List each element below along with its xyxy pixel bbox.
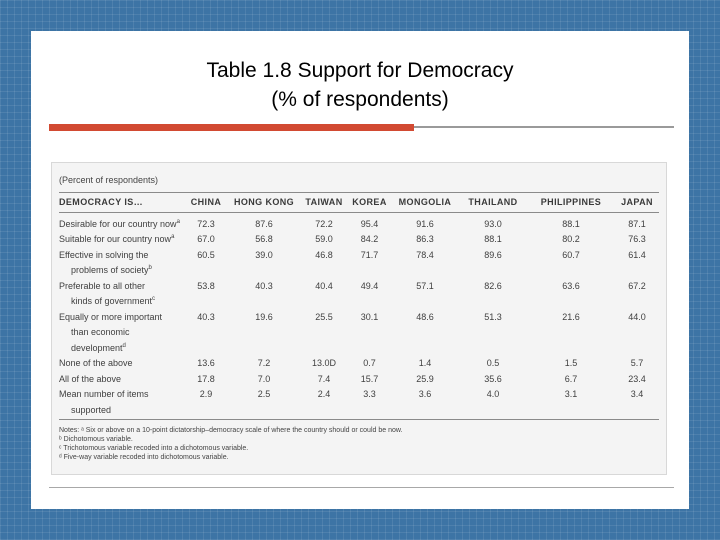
value-cell: 15.7 xyxy=(360,373,379,384)
column-header-label: DEMOCRACY IS… xyxy=(59,197,144,207)
value-cell: 40.3 xyxy=(255,280,273,291)
table-image xyxy=(51,162,667,475)
value-cell: 4.0 xyxy=(486,389,500,400)
value-cell: 19.6 xyxy=(255,311,273,322)
value-cell: 7.2 xyxy=(257,358,271,369)
value-cell: 67.0 xyxy=(197,234,215,245)
row-label xyxy=(59,294,184,310)
row-label-text: Mean number of items xyxy=(59,389,149,400)
value-cell: 0.7 xyxy=(363,358,376,369)
table-notes xyxy=(59,426,659,462)
value-cell: 46.8 xyxy=(315,249,333,260)
value-cell xyxy=(459,340,527,356)
value-cell: 80.2 xyxy=(562,234,580,245)
value-cell xyxy=(228,294,300,310)
footer-rule xyxy=(49,487,674,488)
value-cell: 44.0 xyxy=(628,311,646,322)
value-cell: 6.7 xyxy=(564,373,578,384)
value-cell xyxy=(300,294,348,310)
table-row xyxy=(59,356,659,372)
value-cell: 89.6 xyxy=(484,249,502,260)
column-header-country: KOREA xyxy=(352,197,387,207)
table-row xyxy=(59,371,659,387)
value-cell: 2.5 xyxy=(257,389,271,400)
value-cell xyxy=(184,340,228,356)
value-cell xyxy=(527,340,615,356)
value-cell: 49.4 xyxy=(360,280,379,291)
value-cell: 25.9 xyxy=(416,373,434,384)
value-cell xyxy=(300,402,348,418)
value-cell: 39.0 xyxy=(255,249,273,260)
column-header-country: TAIWAN xyxy=(305,197,343,207)
value-cell xyxy=(228,325,300,341)
row-label-text: than economic xyxy=(71,327,130,338)
value-cell: 93.0 xyxy=(484,218,502,229)
table-row xyxy=(59,212,659,232)
value-cell: 57.1 xyxy=(416,280,434,291)
table-row xyxy=(59,387,659,403)
value-cell: 21.6 xyxy=(562,311,580,322)
value-cell: 0.5 xyxy=(486,358,500,369)
footnote-marker: a xyxy=(176,218,180,225)
table-row xyxy=(59,232,659,248)
value-cell: 7.0 xyxy=(257,373,271,384)
column-header-country: THAILAND xyxy=(468,197,518,207)
value-cell xyxy=(184,325,228,341)
value-cell: 13.0D xyxy=(311,358,337,369)
value-cell xyxy=(615,294,659,310)
value-cell xyxy=(527,294,615,310)
row-label xyxy=(59,212,184,232)
value-cell xyxy=(459,294,527,310)
value-cell xyxy=(184,263,228,279)
column-header-country: JAPAN xyxy=(621,197,653,207)
column-header-country: MONGOLIA xyxy=(398,197,452,207)
value-cell: 87.1 xyxy=(628,218,646,229)
title-line-1: Table 1.8 Support for Democracy xyxy=(206,59,514,82)
value-cell xyxy=(228,340,300,356)
value-cell: 72.2 xyxy=(315,218,333,229)
value-cell: 30.1 xyxy=(360,311,379,322)
value-cell xyxy=(615,325,659,341)
value-cell: 86.3 xyxy=(416,234,434,245)
note-line: Notes: ᵃ Six or above on a 10-point dictatorship–democracy scale of where the country should or could be now. xyxy=(59,427,403,434)
value-cell: 2.4 xyxy=(317,389,331,400)
value-cell: 82.6 xyxy=(484,280,502,291)
row-label-text: supported xyxy=(71,404,112,415)
table-body xyxy=(59,212,659,418)
value-cell: 59.0 xyxy=(315,234,333,245)
value-cell xyxy=(459,402,527,418)
value-cell: 60.5 xyxy=(197,249,215,260)
value-cell xyxy=(228,263,300,279)
row-label-text: problems of society xyxy=(71,265,149,276)
value-cell: 88.1 xyxy=(484,234,502,245)
row-label-text: None of the above xyxy=(59,358,133,369)
value-cell: 17.8 xyxy=(197,373,215,384)
value-cell: 53.8 xyxy=(197,280,215,291)
row-label xyxy=(59,356,184,372)
value-cell xyxy=(459,325,527,341)
value-cell xyxy=(300,325,348,341)
slide-title xyxy=(31,56,689,114)
value-cell: 56.8 xyxy=(255,234,273,245)
table-header-row xyxy=(59,192,659,212)
table-row xyxy=(59,294,659,310)
note-line: ᶜ Trichotomous variable recoded into a dichotomous variable. xyxy=(59,445,249,452)
row-label xyxy=(59,371,184,387)
value-cell: 48.6 xyxy=(416,311,434,322)
column-header-country: CHINA xyxy=(190,197,222,207)
row-label xyxy=(59,402,184,418)
value-cell xyxy=(348,294,391,310)
value-cell: 51.3 xyxy=(484,311,502,322)
value-cell: 1.4 xyxy=(418,358,432,369)
value-cell xyxy=(228,402,300,418)
value-cell xyxy=(184,402,228,418)
value-cell xyxy=(348,263,391,279)
table-row xyxy=(59,402,659,418)
row-label xyxy=(59,263,184,279)
footnote-marker: c xyxy=(152,296,156,303)
row-label xyxy=(59,278,184,294)
table-row xyxy=(59,309,659,325)
table-row xyxy=(59,263,659,279)
value-cell xyxy=(527,402,615,418)
slide xyxy=(31,31,689,509)
value-cell: 91.6 xyxy=(416,218,434,229)
value-cell xyxy=(184,294,228,310)
row-label-text: kinds of government xyxy=(71,296,153,307)
value-cell: 63.6 xyxy=(562,280,580,291)
value-cell: 3.6 xyxy=(418,389,432,400)
value-cell xyxy=(391,263,459,279)
footnote-marker: b xyxy=(148,265,152,272)
row-label-text: All of the above xyxy=(59,373,122,384)
footnote-marker: a xyxy=(171,234,175,241)
row-label xyxy=(59,309,184,325)
value-cell xyxy=(391,294,459,310)
value-cell xyxy=(348,402,391,418)
value-cell: 23.4 xyxy=(628,373,646,384)
value-cell: 40.4 xyxy=(315,280,333,291)
value-cell xyxy=(615,340,659,356)
title-line-2: (% of respondents) xyxy=(271,88,449,111)
row-label-text: Equally or more important xyxy=(59,311,163,322)
value-cell xyxy=(615,402,659,418)
row-label-text: Suitable for our country now xyxy=(59,234,172,245)
table-row xyxy=(59,325,659,341)
row-label xyxy=(59,387,184,403)
support-for-democracy-table xyxy=(59,192,659,418)
table-row xyxy=(59,340,659,356)
value-cell xyxy=(615,263,659,279)
value-cell: 60.7 xyxy=(562,249,580,260)
value-cell xyxy=(391,402,459,418)
row-label xyxy=(59,325,184,341)
value-cell xyxy=(348,340,391,356)
value-cell: 2.9 xyxy=(199,389,213,400)
note-line: ᵈ Five-way variable recoded into dichotomous variable. xyxy=(59,454,229,461)
value-cell xyxy=(391,325,459,341)
value-cell: 72.3 xyxy=(197,218,215,229)
footnote-marker: d xyxy=(122,342,126,349)
value-cell: 1.5 xyxy=(564,358,578,369)
value-cell: 95.4 xyxy=(360,218,379,229)
value-cell: 67.2 xyxy=(628,280,646,291)
value-cell xyxy=(459,263,527,279)
value-cell: 87.6 xyxy=(255,218,273,229)
value-cell: 40.3 xyxy=(197,311,215,322)
value-cell: 5.7 xyxy=(630,358,644,369)
note-line: ᵇ Dichotomous variable. xyxy=(59,436,133,443)
value-cell xyxy=(300,340,348,356)
value-cell: 78.4 xyxy=(416,249,434,260)
row-label-text: Preferable to all other xyxy=(59,280,146,291)
value-cell: 7.4 xyxy=(317,373,331,384)
row-label-text: development xyxy=(71,342,123,353)
value-cell: 3.3 xyxy=(363,389,376,400)
value-cell xyxy=(527,263,615,279)
value-cell xyxy=(348,325,391,341)
column-header-country: HONG KONG xyxy=(233,197,295,207)
column-header-country: PHILIPPINES xyxy=(540,197,602,207)
value-cell: 61.4 xyxy=(628,249,646,260)
value-cell: 84.2 xyxy=(360,234,379,245)
table-row xyxy=(59,278,659,294)
row-label-text: Desirable for our country now xyxy=(59,218,177,229)
value-cell: 3.4 xyxy=(630,389,644,400)
percent-label: (Percent of respondents) xyxy=(59,175,159,185)
value-cell xyxy=(391,340,459,356)
row-label xyxy=(59,232,184,248)
row-label xyxy=(59,247,184,263)
value-cell: 3.1 xyxy=(564,389,578,400)
table-bottom-rule xyxy=(59,419,659,420)
value-cell xyxy=(527,325,615,341)
value-cell: 13.6 xyxy=(197,358,215,369)
value-cell: 88.1 xyxy=(562,218,580,229)
title-divider-red xyxy=(49,124,414,131)
table-row xyxy=(59,247,659,263)
value-cell xyxy=(300,263,348,279)
value-cell: 25.5 xyxy=(315,311,333,322)
row-label-text: Effective in solving the xyxy=(59,249,149,260)
value-cell: 35.6 xyxy=(484,373,502,384)
value-cell: 71.7 xyxy=(360,249,379,260)
row-label xyxy=(59,340,184,356)
value-cell: 76.3 xyxy=(628,234,646,245)
